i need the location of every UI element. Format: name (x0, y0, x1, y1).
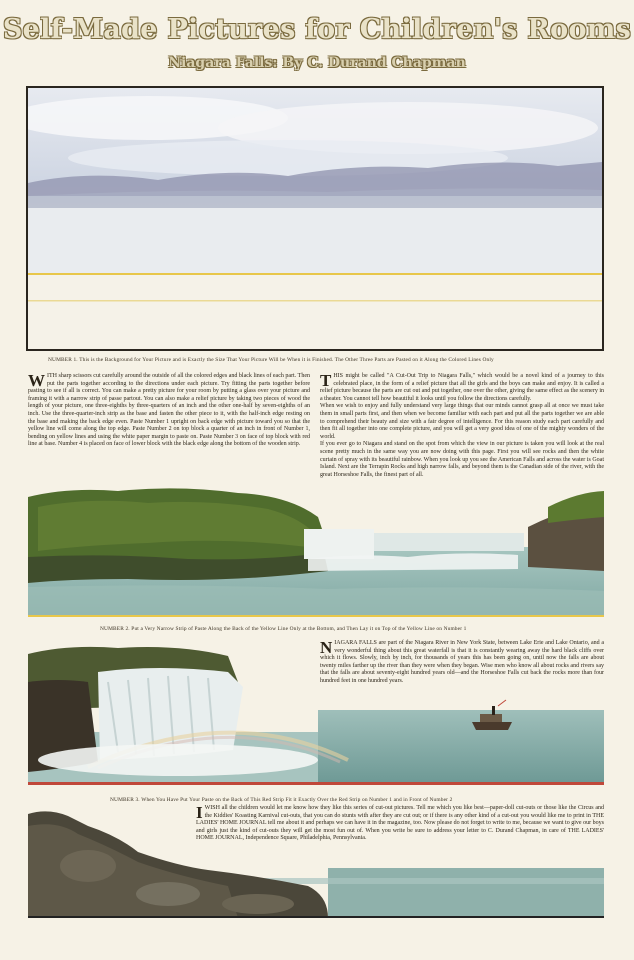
trip-paragraph-3: If you ever go to Niagara and stand on the spot from which the view in our picture is taken you will look at the real scene pretty much in the same way you are now doing with this page. First you will see rocks and then the white curtain of spray with its beautiful rainbow. When you look up you see the American Falls and across the water is Goat Island. Next are the Terrapin Rocks and high narrow falls, and beyond them is the Canadian side of the river, with the great Horseshoe Falls, the finest part of all. (320, 441, 604, 478)
picture-number-3 (28, 638, 604, 787)
page-subtitle: Niagara Falls: By C. Durand Chapman (168, 55, 466, 71)
sky-background-illustration (28, 88, 602, 349)
trip-paragraph-1: HIS might be called "A Cut-Out Trip to Niagara Falls," which would be a novel kind of a journey to this celebrated place, in the form of a relief picture that all the girls and the boys can make and enjoy. It is called a relief picture because the parts are cut out and put together, one over the other, giving the same effect as the scenery in a theater. You cannot tell how beautiful it looks until you follow the directions carefully. (320, 373, 604, 402)
closing-text: WISH all the children would let me know how they like this series of cut-out pictures. Tell me which you like best—paper-doll cut-outs or those like the Circus and the Kiddies' Koasting Karnival cut-outs, that you can do stunts with after they are cut out; or if there is any other kind of a cut-out you would like me to print in THE LADIES' HOME JOURNAL tell me about it and perhaps we can have it in the magazine, too. Now please do not forget to write to me, because we want to give our boys and girls just the kind of cut-outs they will get the most fun out of. When you write be sure to address your letter to C. Durand Chapman, in care of THE LADIES' HOME JOURNAL, Independence Square, Philadelphia, Pennsylvania. (196, 805, 604, 842)
instructions-text: ITH sharp scissors cut carefully around the outside of all the colored edges and black lines of each part. Then put the parts together according to the directions under each picture. Try fitting the parts together before pasting to see if all is correct. You can make a pretty picture for your room by putting a glass over your picture and framing it with a narrow strip of passe partout. You can also make a relief picture by taking two pieces of wood the length of your picture, one three-eighths by three-quarters of an inch and the other one-half by seven-eighths of an inch. Use the three-quarter-inch strip as the base and fasten the other piece to it, with the half-inch edge resting on the base and making the back edge even. Paste Number 1 upright on back edge with picture toward you so that the yellow line will come along the top edge. Paste Number 2 on top block a quarter of an inch in front of Number 1, bending on yellow lines and using the white paper margin to paste on. Paste Number 3 on face of top block with red line at base. Number 4 is placed on face of lower block with the black edge along the bottom of the wooden strip. (28, 373, 310, 448)
closing-column (196, 805, 604, 843)
caption-number-2: NUMBER 2. Put a Very Narrow Strip of Paste Along the Back of the Yellow Line Only at the Bottom, and Then Lay it on Top of the Yellow Line on Number 1 (100, 626, 467, 632)
picture-number-2 (28, 487, 604, 617)
page-title: Self-Made Pictures for Children's Rooms (2, 14, 632, 45)
caption-number-1: NUMBER 1. This is the Background for Your Picture and is Exactly the Size That Your Picture Will be When it is Finished. The Other Three Parts are Pasted on it Along the Colored Lines Only (48, 357, 494, 363)
caption-number-3: NUMBER 3. When You Have Put Your Paste on the Back of This Red Strip Fit it Exactly Over the Red Strip on Number 1 and in Front of Number 2 (110, 797, 453, 803)
trip-column (320, 373, 604, 479)
dropcap-w: W (28, 371, 45, 390)
niagara-text: IAGARA FALLS are part of the Niagara River in New York State, between Lake Erie and Lake Ontario, and a very wonderful thing about this great waterfall is that it is constantly wearing away the hard black cliffs over which it flows. Slowly, inch by inch, for thousands of years this has been going on, until now the falls are about twenty miles farther up the river than they were when they began. Wise men who know all about rocks and rivers say that the falls are about seventy-eight hundred years old—and the Horseshoe Falls cut back the rocks more than four hundred feet in one hundred years. (320, 640, 604, 684)
instructions-column (28, 373, 310, 449)
american-falls-illustration (28, 487, 604, 617)
dropcap-i: I (196, 803, 203, 822)
trip-paragraph-2: When we wish to enjoy and fully understand very large things that our minds cannot grasp all at once we must take them in small parts first, and then when we become familiar with each part and put all the parts together we are able to comprehend their beauty and size with a fair degree of intelligence. For this reason study each part carefully and then fit all together into one complete picture, and you will get a very good idea of one of the mighty wonders of the world. (320, 403, 604, 440)
horseshoe-falls-illustration (28, 638, 604, 787)
picture-number-1 (26, 86, 604, 351)
dropcap-n: N (320, 638, 333, 657)
dropcap-t: T (320, 371, 332, 390)
